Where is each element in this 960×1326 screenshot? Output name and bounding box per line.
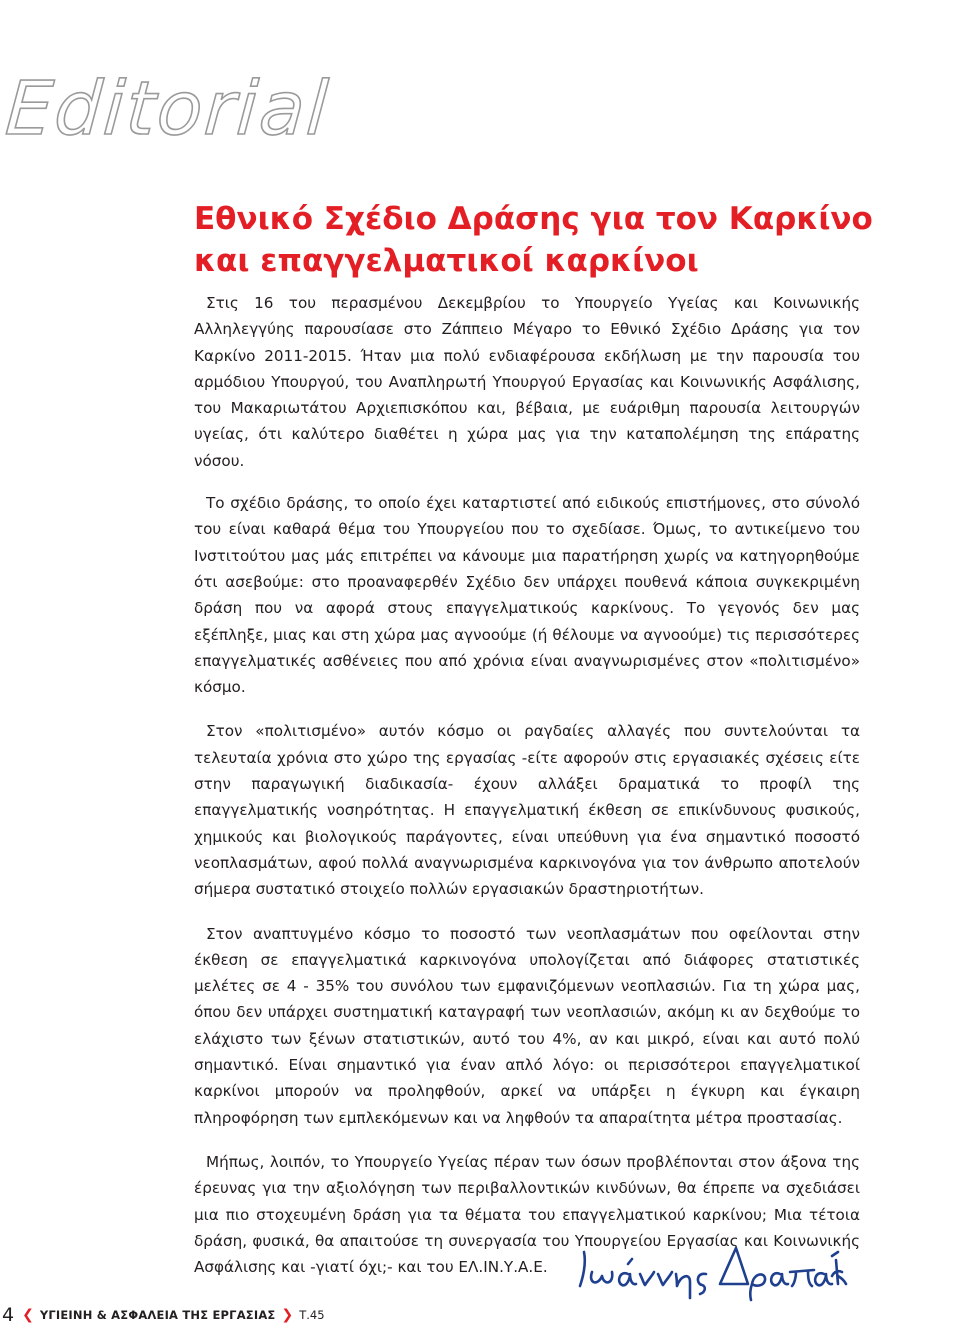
author-signature: [570, 1232, 850, 1302]
publication-name: ΥΓΙΕΙΝΗ & ΑΣΦΑΛΕΙΑ ΤΗΣ ΕΡΓΑΣΙΑΣ: [39, 1308, 276, 1322]
article-title-line-2: και επαγγελματικοί καρκίνοι: [194, 243, 699, 279]
page-footer: [0, 1304, 400, 1326]
paragraph-2: Το σχέδιο δράσης, το οποίο έχει καταρτιστεί από ειδικούς επιστήμονες, στο σύνολό του είναι καθαρά θέμα του Υπουργείου που το σχεδίασε. Όμως, το αντικείμενο του Ινστιτούτου μας μάς επιτρέπει να κάνουμε μια παρατήρηση χωρίς να κατηγορηθούμε ότι ασεβούμε: στο προαναφερθέν Σχέδιο δεν υπάρχει πουθενά κάποια συγκεκριμένη δράση που να αφορά στους επαγγελματικούς καρκίνους. Το γεγονός δεν μας εξέπληξε, μιας και στη χώρα μας αγνοούμε (ή θέλουμε να αγνοούμε) τις περισσότερες επαγγελματικές ασθένειες που από χρόνια είναι αναγνωρισμένες στον «πολιτισμένο» κόσμο.: [194, 494, 860, 697]
paragraph-3: Στον «πολιτισμένο» αυτόν κόσμο οι ραγδαίες αλλαγές που συντελούνται τα τελευταία χρόνια στο χώρο της εργασίας -είτε αφορούν στις εργασιακές σχέσεις είτε στην παραγωγική διαδικασία- έχουν αλλάξει δραματικά το προφίλ της επαγγελματικής νοσηρότητας. Η επαγγελματική έκθεση σε επικίνδυνους φυσικούς, χημικούς και βιολογικούς παράγοντες, είναι υπεύθυνη για ένα σημαντικό ποσοστό νεοπλασμάτων, αφού πολλά αναγνωρισμένα καρκινογόνα για τον άνθρωπο αποτελούν σήμερα συστατικό στοιχείο πολλών εργασιακών δραστηριοτήτων.: [194, 722, 860, 899]
issue-number: Τ.45: [299, 1308, 325, 1322]
article-title-line-1: Εθνικό Σχέδιο Δράσης για τον Καρκίνο: [194, 201, 873, 237]
section-kicker: Editorial: [2, 66, 333, 152]
chevron-right-icon: ❯: [281, 1307, 294, 1323]
paragraph-4: Στον αναπτυγμένο κόσμο το ποσοστό των νεοπλασμάτων που οφείλονται στην έκθεση σε επαγγελματικά καρκινογόνα υπολογίζεται από διάφορες στατιστικές μελέτες σε 4 - 35% του συνόλου των εμφανιζόμενων νεοπλασιών. Για τη χώρα μας, όπου δεν υπάρχει συστηματική καταγραφή των νεοπλασιών, ακόμη κι αν δεχθούμε το ελάχιστο των ξένων στατιστικών, αυτό του 4%, αν και μικρό, είναι και αυτό πολύ σημαντικό. Είναι σημαντικό για έναν απλό λόγο: οι περισσότεροι επαγγελματικοί καρκίνοι μπορούν να προληφθούν, αρκεί να υπάρξει η έγκυρη και έγκαιρη πληροφόρηση των εμπλεκόμενων και να ληφθούν τα απαραίτητα μέτρα προστασίας.: [194, 924, 860, 1127]
page-number: 4: [2, 1304, 15, 1326]
paragraph-5: Μήπως, λοιπόν, το Υπουργείο Υγείας πέραν των όσων προβλέπονται στον άξονα της έρευνας για την αξιολόγηση των περιβαλλοντικών κινδύνων, θα έπρεπε να σχεδιάσει μια πιο στοχευμένη δράση για τα θέματα του επαγγελματικού καρκίνου; Μια τέτοια δράση, φυσικά, θα απαιτούσε τη συνεργασία του Υπουργείου Εργασίας και Κοινωνικής Ασφάλισης και -γιατί όχι;- και του ΕΛ.ΙΝ.Υ.Α.Ε.: [194, 1152, 860, 1277]
article-title: [194, 198, 914, 282]
article-body: [194, 290, 860, 1280]
chevron-left-icon: ❮: [22, 1307, 34, 1323]
paragraph-1: Στις 16 του περασμένου Δεκεμβρίου το Υπουργείο Υγείας και Κοινωνικής Αλληλεγγύης παρουσίασε στο Ζάππειο Μέγαρο το Εθνικό Σχέδιο Δράσης για τον Καρκίνο 2011-2015. Ήταν μια πολύ ενδιαφέρουσα εκδήλωση με την παρουσία του αρμόδιου Υπουργού, του Αναπληρωτή Υπουργού Εργασίας και Κοινωνικής Ασφάλισης, του Μακαριωτάτου Αρχιεπισκόπου και, βέβαια, με ευάριθμη παρουσία λειτουργών υγείας, ότι καλύτερο διαθέτει η χώρα μας για την καταπολέμηση της επάρατης νόσου.: [194, 294, 860, 470]
